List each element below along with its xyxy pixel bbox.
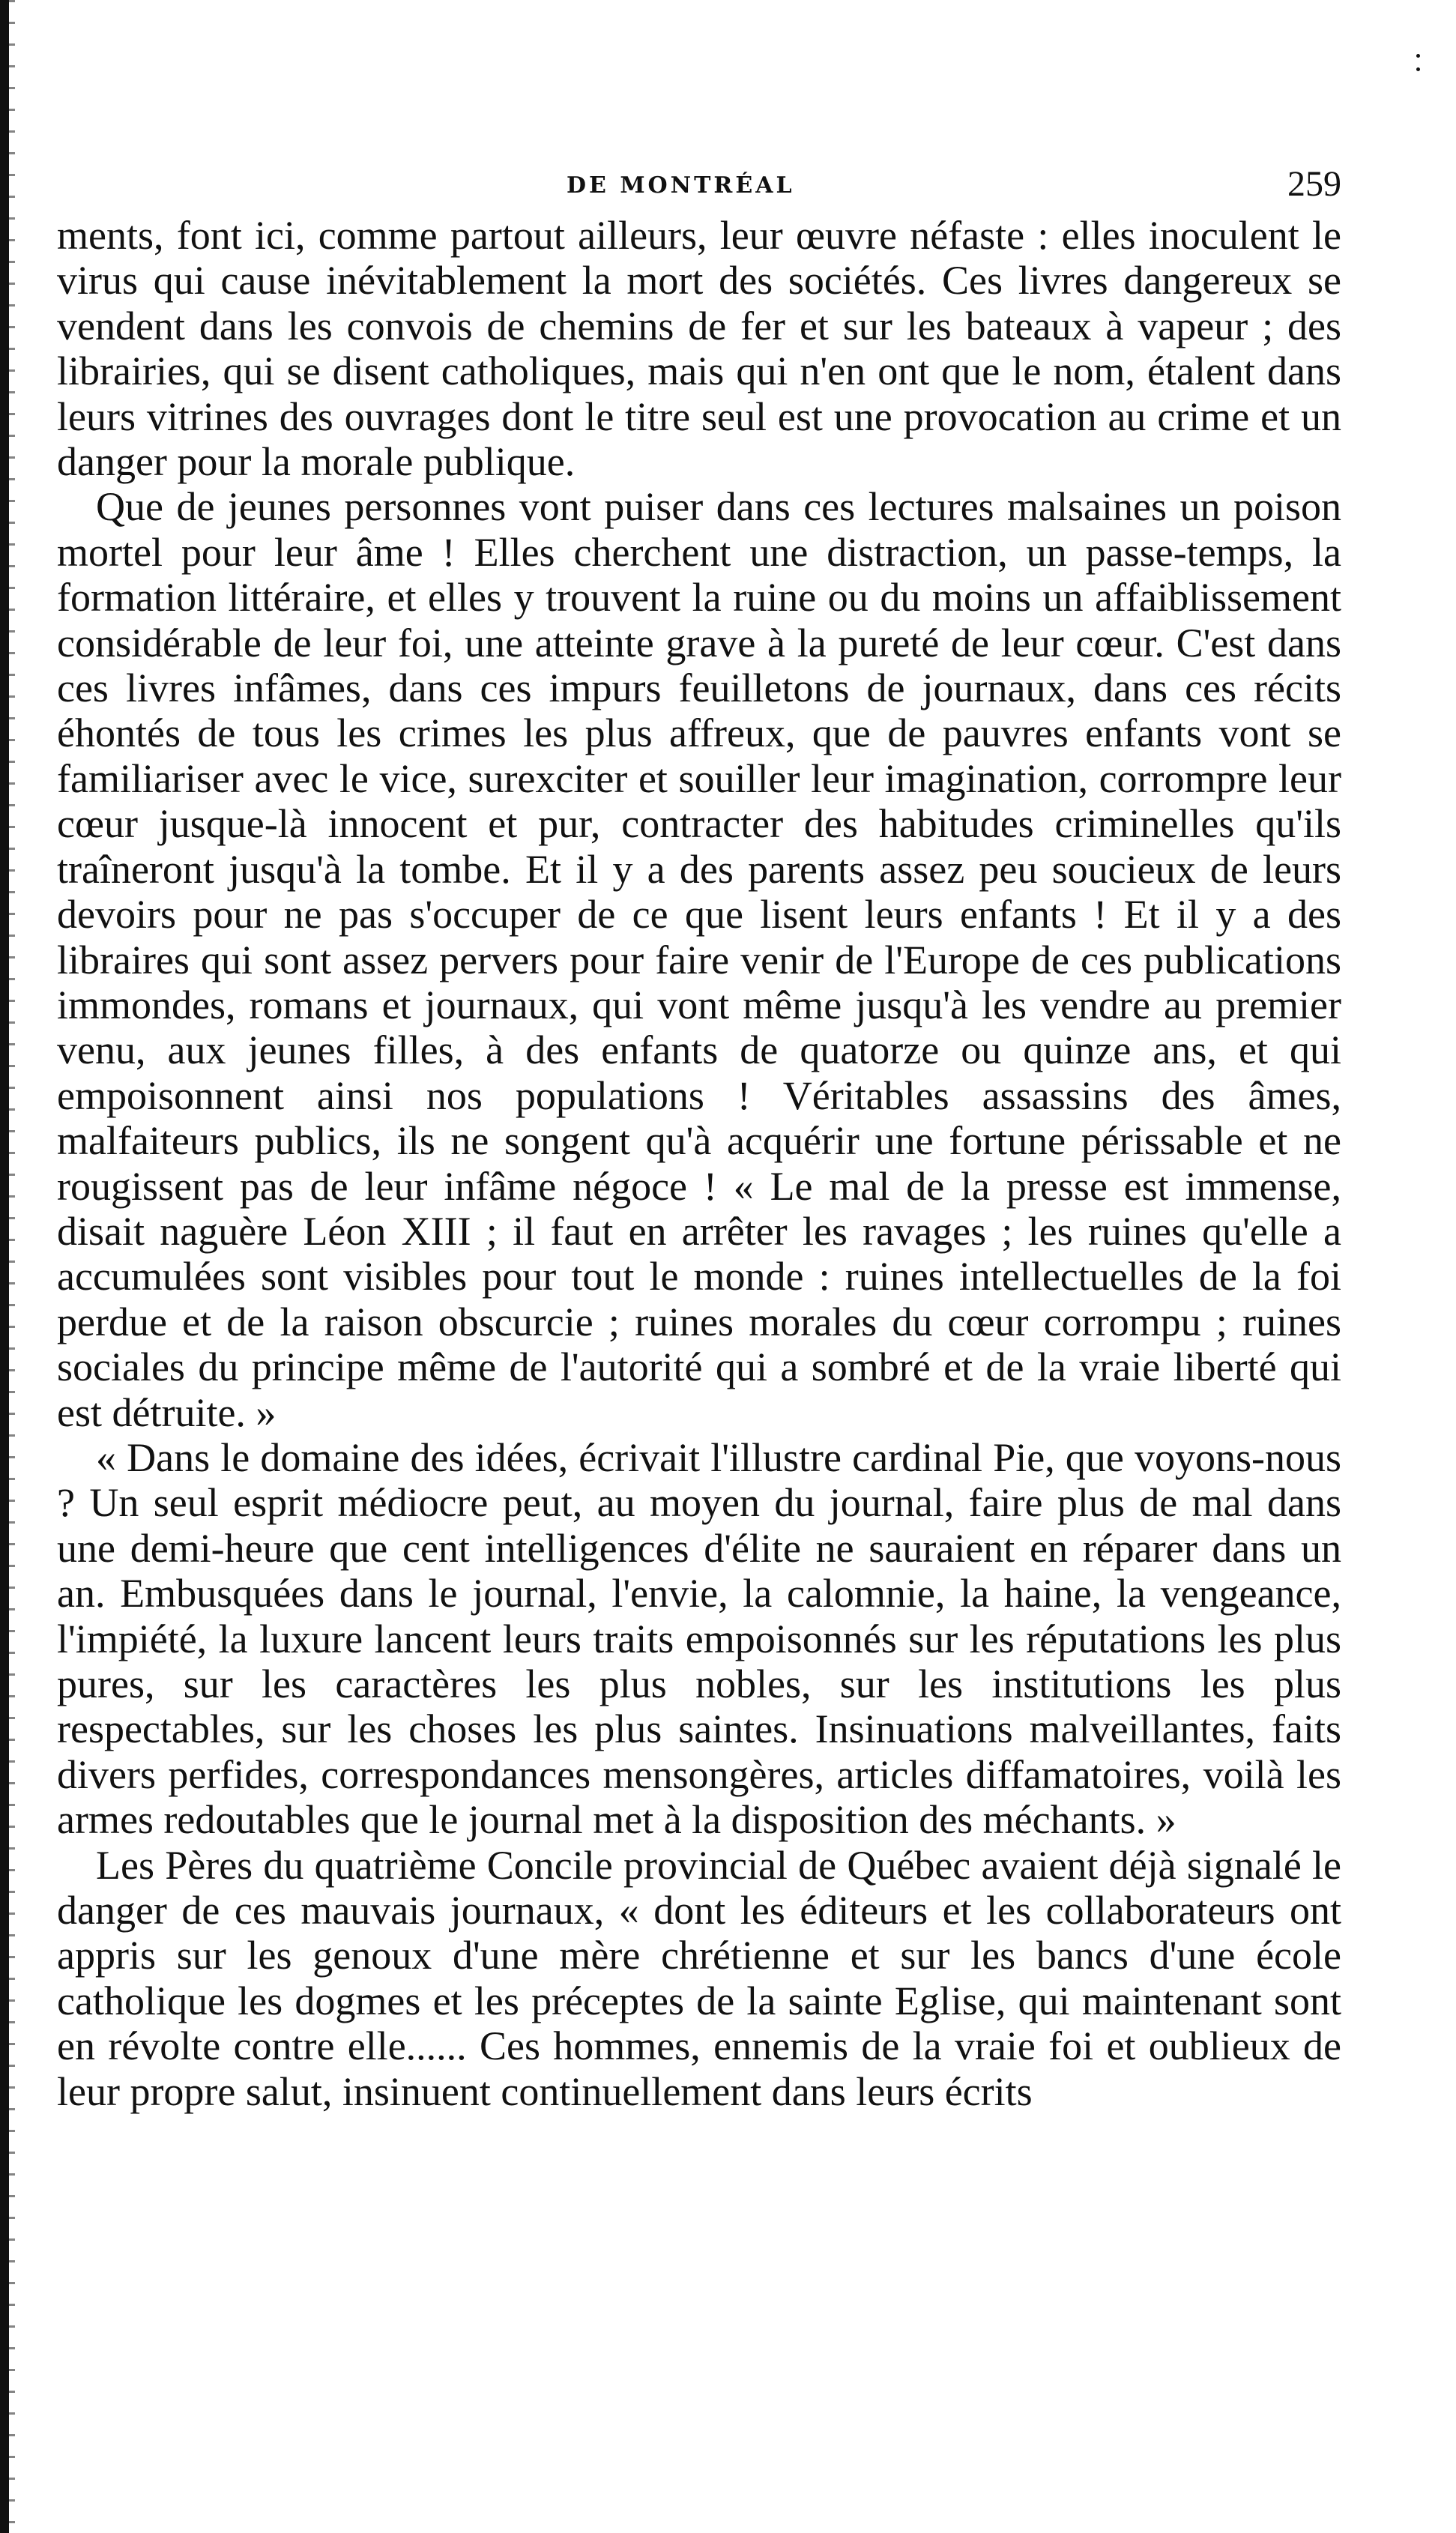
paragraph: Les Pères du quatrième Concile provincial de Québec avaient déjà signalé le danger de ces mauvais journaux, « dont les éditeurs et les collaborateurs ont appris sur les genoux d'une mère chrétienne et sur les bancs d'une école catholique les dogmes et les préceptes de la sainte Eglise, qui maintenant sont en révolte contre elle...... Ces hommes, ennemis de la vraie foi et oublieux de leur propre salut, insinuent continuellement dans leurs écrits: [57, 1842, 1341, 2114]
body-text: [57, 213, 1341, 2114]
page-number: 259: [1287, 164, 1341, 204]
scan-mark: [1416, 54, 1420, 58]
paragraph-continued: ments, font ici, comme partout ailleurs, leur œuvre néfaste : elles inoculent le virus qui cause inévitablement la mort des sociétés. Ces livres dangereux se vendent dans les convois de chemins de fer et sur les bateaux à vapeur ; des librairies, qui se disent catholiques, mais qui n'en ont que le nom, étalent dans leurs vitrines des ouvrages dont le titre seul est une provocation au crime et un danger pour la morale publique.: [57, 213, 1341, 485]
running-title: DE MONTRÉAL: [567, 172, 795, 199]
book-page: [57, 159, 1341, 2114]
paragraph: Que de jeunes personnes vont puiser dans ces lectures malsaines un poison mortel pour leur âme ! Elles cherchent une distraction, un passe-temps, la formation littéraire, et elles y trouvent la ruine ou du moins un affaiblissement considérable de leur foi, une atteinte grave à la pureté de leur cœur. C'est dans ces livres infâmes, dans ces impurs feuilletons de journaux, dans ces récits éhontés de tous les crimes les plus affreux, que de pauvres enfants vont se familiariser avec le vice, surexciter et souiller leur imagination, corrompre leur cœur jusque-là innocent et pur, contracter des habitudes criminelles qu'ils traîneront jusqu'à la tombe. Et il y a des parents assez peu soucieux de leurs devoirs pour ne pas s'occuper de ce que lisent leurs enfants ! Et il y a des libraires qui sont assez pervers pour faire venir de l'Europe de ces publications immondes, romans et journaux, qui vont même jusqu'à les vendre au premier venu, aux jeunes filles, à des enfants de quatorze ou quinze ans, et qui empoisonnent ainsi nos populations ! Véritables assassins des âmes, malfaiteurs publics, ils ne songent qu'à acquérir une fortune périssable et ne rougissent pas de leur infâme négoce ! « Le mal de la presse est immense, disait naguère Léon XIII ; il faut en arrêter les ravages ; les ruines qu'elle a accumulées sont visibles pour tout le monde : ruines intellectuelles de la foi perdue et de la raison obscurcie ; ruines morales du cœur corrompu ; ruines sociales du principe même de l'autorité qui a sombré et de la vraie liberté qui est détruite. »: [57, 484, 1341, 1435]
running-head: [57, 159, 1341, 213]
paragraph-quotation: « Dans le domaine des idées, écrivait l'illustre cardinal Pie, que voyons-nous ? Un seul esprit médiocre peut, au moyen du journal, faire plus de mal dans une demi-heure que cent intelligences d'élite ne sauraient en réparer dans un an. Embusquées dans le journal, l'envie, la calomnie, la haine, la vengeance, l'impiété, la luxure lancent leurs traits empoisonnés sur les réputations les plus pures, sur les caractères les plus nobles, sur les institutions les plus respectables, sur les choses les plus saintes. Insinuations malveillantes, faits divers perfides, correspondances mensongères, articles diffamatoires, voilà les armes redoutables que le journal met à la disposition des méchants. »: [57, 1434, 1341, 1843]
scan-left-edge: [0, 0, 9, 2533]
scan-edge-speckle: [9, 0, 15, 2533]
